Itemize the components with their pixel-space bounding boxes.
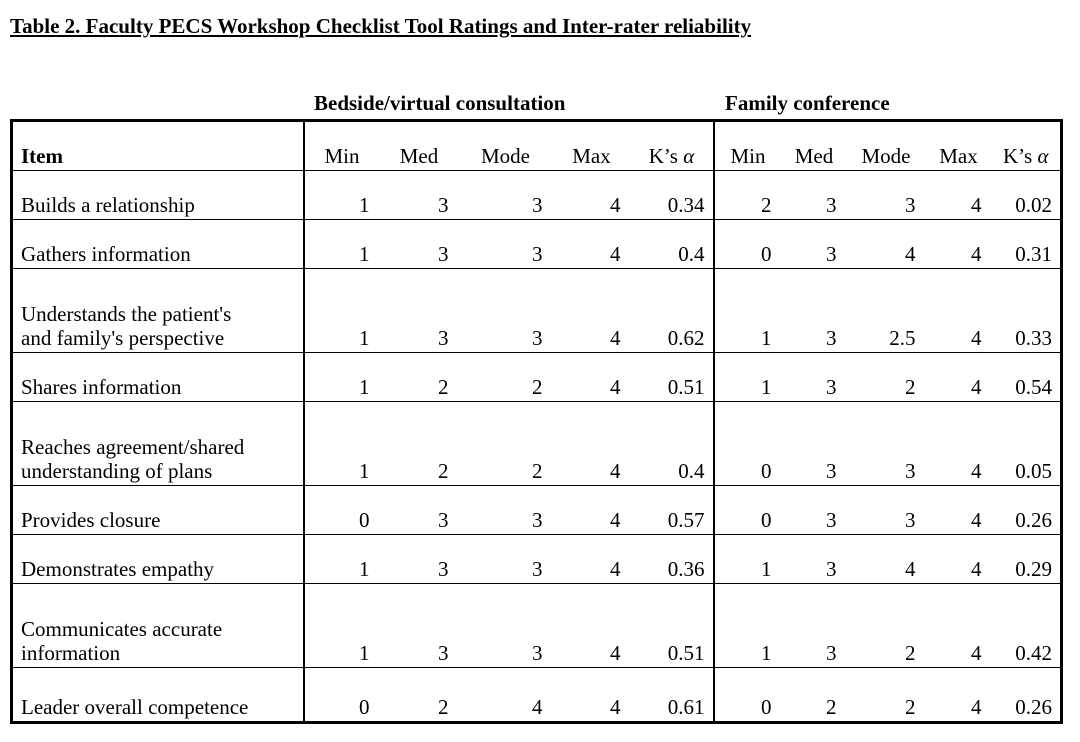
- table-row: [12, 220, 1062, 269]
- bedside-mode: 4: [532, 695, 543, 719]
- family-med: 3: [826, 641, 837, 665]
- item-label: Reaches agreement/shared understanding of plans: [12, 402, 304, 486]
- family-max: 4: [971, 375, 982, 399]
- bedside-med: 2: [438, 375, 449, 399]
- family-alpha: 0.54: [1015, 375, 1052, 399]
- bedside-min: 1: [359, 459, 370, 483]
- bedside-min: 1: [359, 242, 370, 266]
- bedside-max: 4: [610, 508, 621, 532]
- family-mode: 3: [905, 459, 916, 483]
- bedside-max: 4: [610, 557, 621, 581]
- family-alpha: 0.29: [1015, 557, 1052, 581]
- table-row: [12, 535, 1062, 584]
- bedside-max: 4: [610, 695, 621, 719]
- bedside-min: 1: [359, 193, 370, 217]
- column-header-item: Item: [12, 121, 304, 171]
- family-mode: 2: [905, 695, 916, 719]
- family-min: 1: [761, 557, 772, 581]
- family-mode: 2: [905, 375, 916, 399]
- bedside-alpha: 0.36: [631, 535, 714, 584]
- item-label: Builds a relationship: [12, 171, 304, 220]
- family-mode: 2: [905, 641, 916, 665]
- family-min: 2: [761, 193, 772, 217]
- bedside-min: 1: [359, 326, 370, 350]
- bedside-min: 0: [359, 508, 370, 532]
- family-mode: 2.5: [889, 326, 916, 350]
- column-header-med: Med: [794, 144, 834, 168]
- item-label: Shares information: [12, 353, 304, 402]
- bedside-alpha: 0.61: [631, 668, 714, 723]
- table-title: Table 2. Faculty PECS Workshop Checklist Tool Ratings and Inter-rater reliability: [10, 14, 752, 38]
- family-mode: 3: [905, 508, 916, 532]
- family-min: 0: [761, 459, 772, 483]
- family-med: 3: [826, 557, 837, 581]
- ratings-table: [10, 119, 1063, 724]
- bedside-max: 4: [610, 641, 621, 665]
- family-med: 3: [826, 242, 837, 266]
- bedside-mode: 3: [532, 326, 543, 350]
- bedside-max: 4: [610, 326, 621, 350]
- bedside-med: 2: [438, 459, 449, 483]
- family-max: 4: [971, 695, 982, 719]
- table-row: [12, 584, 1062, 668]
- bedside-mode: 3: [532, 641, 543, 665]
- item-label: Demonstrates empathy: [12, 535, 304, 584]
- column-header-med: Med: [399, 144, 439, 168]
- bedside-med: 3: [438, 557, 449, 581]
- group-header-bedside: Bedside/virtual consultation: [314, 91, 566, 115]
- item-label: Leader overall competence: [12, 668, 304, 723]
- bedside-min: 0: [359, 695, 370, 719]
- item-label: Gathers information: [12, 220, 304, 269]
- family-min: 1: [761, 375, 772, 399]
- bedside-min: 1: [359, 375, 370, 399]
- table-row: [12, 171, 1062, 220]
- bedside-min: 1: [359, 557, 370, 581]
- column-header-mode: Mode: [861, 144, 911, 168]
- family-alpha: 0.33: [1015, 326, 1052, 350]
- family-med: 2: [826, 695, 837, 719]
- family-med: 3: [826, 459, 837, 483]
- bedside-med: 3: [438, 641, 449, 665]
- table-row: [12, 402, 1062, 486]
- bedside-med: 3: [438, 508, 449, 532]
- bedside-med: 3: [438, 326, 449, 350]
- item-label: Communicates accurate information: [12, 584, 304, 668]
- family-max: 4: [971, 242, 982, 266]
- bedside-mode: 3: [532, 193, 543, 217]
- family-mode: 4: [905, 557, 916, 581]
- item-label: Understands the patient's and family's perspective: [12, 269, 304, 353]
- bedside-alpha: 0.4: [631, 220, 714, 269]
- column-header-max: Max: [939, 144, 978, 168]
- column-header-min: Min: [730, 144, 766, 168]
- bedside-alpha: 0.57: [631, 486, 714, 535]
- family-alpha: 0.31: [1015, 242, 1052, 266]
- bedside-med: 2: [438, 695, 449, 719]
- family-max: 4: [971, 193, 982, 217]
- bedside-alpha: 0.4: [631, 402, 714, 486]
- family-min: 1: [761, 641, 772, 665]
- bedside-alpha: 0.34: [631, 171, 714, 220]
- column-header-mode: Mode: [481, 144, 530, 168]
- item-label: Provides closure: [12, 486, 304, 535]
- column-header-alpha: K’s α: [1003, 144, 1049, 168]
- family-max: 4: [971, 459, 982, 483]
- family-mode: 3: [905, 193, 916, 217]
- family-alpha: 0.26: [1015, 508, 1052, 532]
- family-alpha: 0.26: [1015, 695, 1052, 719]
- family-mode: 4: [905, 242, 916, 266]
- bedside-max: 4: [610, 242, 621, 266]
- bedside-min: 1: [359, 641, 370, 665]
- family-max: 4: [971, 326, 982, 350]
- family-med: 3: [826, 508, 837, 532]
- bedside-med: 3: [438, 242, 449, 266]
- family-min: 0: [761, 242, 772, 266]
- family-alpha: 0.02: [1015, 193, 1052, 217]
- family-med: 3: [826, 375, 837, 399]
- table-row: [12, 353, 1062, 402]
- bedside-alpha: 0.51: [631, 353, 714, 402]
- bedside-med: 3: [438, 193, 449, 217]
- bedside-max: 4: [610, 459, 621, 483]
- family-max: 4: [971, 557, 982, 581]
- bedside-alpha: 0.51: [631, 584, 714, 668]
- column-header-alpha: K’s α: [631, 121, 714, 171]
- family-alpha: 0.42: [1015, 641, 1052, 665]
- group-header-family: Family conference: [725, 91, 890, 115]
- family-max: 4: [971, 508, 982, 532]
- family-min: 0: [761, 695, 772, 719]
- table-row: [12, 486, 1062, 535]
- bedside-max: 4: [610, 193, 621, 217]
- bedside-alpha: 0.62: [631, 269, 714, 353]
- family-min: 0: [761, 508, 772, 532]
- bedside-mode: 3: [532, 242, 543, 266]
- family-med: 3: [826, 326, 837, 350]
- column-header-max: Max: [572, 144, 611, 168]
- bedside-max: 4: [610, 375, 621, 399]
- header-row: [12, 121, 1062, 171]
- family-alpha: 0.05: [1015, 459, 1052, 483]
- table-row: [12, 269, 1062, 353]
- column-header-min: Min: [324, 144, 360, 168]
- table-row: [12, 668, 1062, 723]
- bedside-mode: 2: [532, 459, 543, 483]
- family-med: 3: [826, 193, 837, 217]
- family-max: 4: [971, 641, 982, 665]
- bedside-mode: 3: [532, 508, 543, 532]
- bedside-mode: 3: [532, 557, 543, 581]
- family-min: 1: [761, 326, 772, 350]
- bedside-mode: 2: [532, 375, 543, 399]
